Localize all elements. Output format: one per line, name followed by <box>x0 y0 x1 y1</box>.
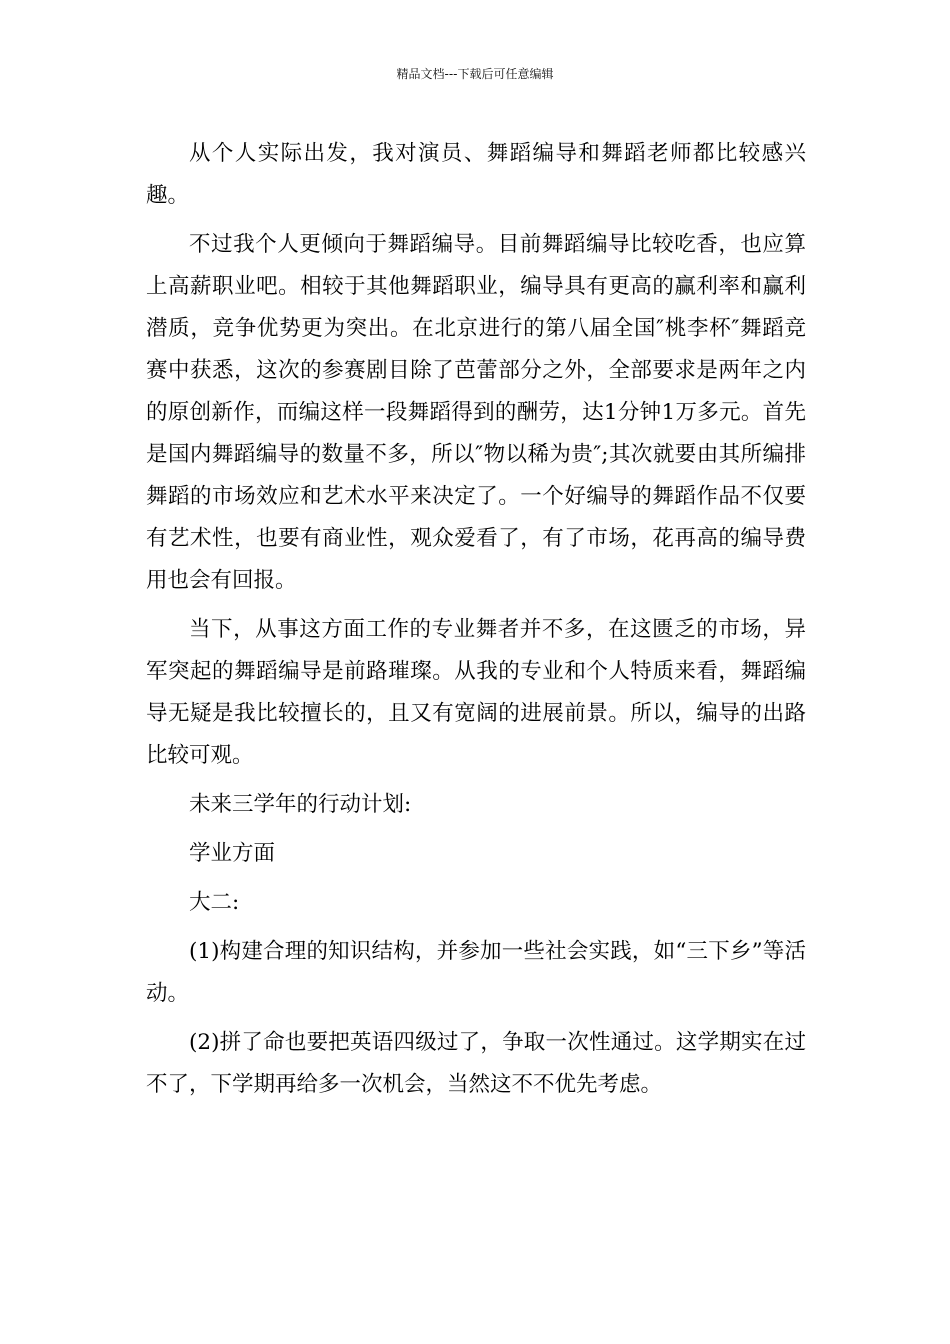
paragraph-plan-heading: 未来三学年的行动计划: <box>189 792 412 817</box>
paragraph-year-two: 大二: <box>189 890 240 915</box>
document-body <box>146 133 806 1106</box>
paragraph-item-2: (2)拼了命也要把英语四级过了，争取一次性通过。这学期实在过不了，下学期再给多一次机会，当然这不不优先考虑。 <box>146 1030 806 1097</box>
paragraph-item-1: (1)构建合理的知识结构，并参加一些社会实践，如“三下乡”等活动。 <box>146 939 806 1006</box>
paragraph-academic-heading: 学业方面 <box>189 841 276 866</box>
paragraph-prospects: 当下，从事这方面工作的专业舞者并不多，在这匮乏的市场，异军突起的舞蹈编导是前路璀璨。从我的专业和个人特质来看，舞蹈编导无疑是我比较擅长的，且又有宽阔的进展前景。所以，编导的出路比较可观。 <box>146 617 806 768</box>
paragraph-interest: 从个人实际出发，我对演员、舞蹈编导和舞蹈老师都比较感兴趣。 <box>146 141 806 208</box>
page-header: 精品文档---下载后可任意编辑 <box>396 67 554 81</box>
paragraph-choreography: 不过我个人更倾向于舞蹈编导。目前舞蹈编导比较吃香，也应算上高薪职业吧。相较于其他舞蹈职业，编导具有更高的赢利率和赢利潜质，竞争优势更为突出。在北京进行的第八届全国″桃李杯″舞蹈竞赛中获悉，这次的参赛剧目除了芭蕾部分之外，全部要求是两年之内的原创新作，而编这样一段舞蹈得到的酬劳，达1分钟1万多元。首先是国内舞蹈编导的数量不多，所以″物以稀为贵″;其次就要由其所编排舞蹈的市场效应和艺术水平来决定了。一个好编导的舞蹈作品不仅要有艺术性，也要有商业性，观众爱看了，有了市场，花再高的编导费用也会有回报。 <box>146 232 806 593</box>
